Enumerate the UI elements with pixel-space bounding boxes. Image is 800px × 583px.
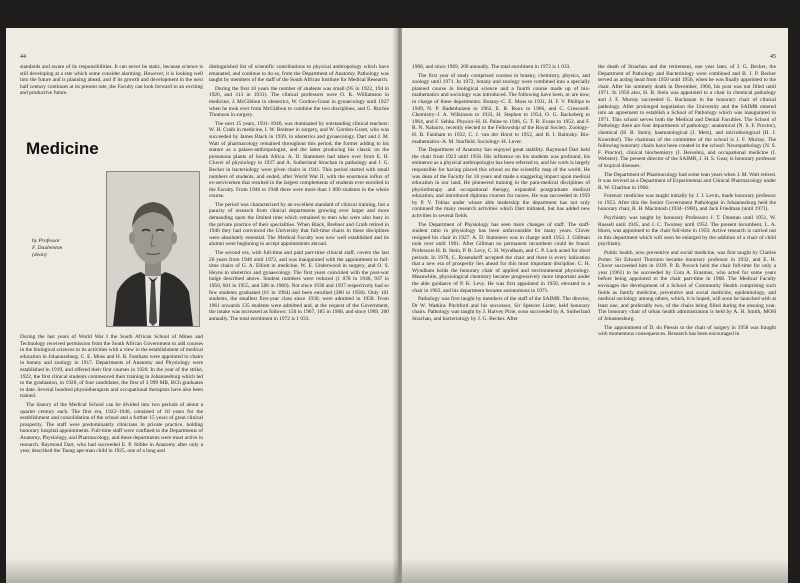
paragraph: The Department of Pharmacology had some lean years when J. M. Watt retired. It was revived as a Department of Experimental and Clinical Pharmacology under R. W. Charlton in 1966. (598, 171, 776, 191)
paragraph: The second era, with full-time and paid part-time clinical staff, covers the last 26 years from 1946 until 1972, and was inaugurated with the appointment to full-time chairs of G. A. Elliott in medicine, W. E. Underwood in surgery, and O. S. Heyns in obstetrics and gynaecology. The first years coincided with the post-war bulge described above. Student numbers were reduced (1 078 in 1946, 937 in 1950, 601 in 1955, and 588 in 1960). Not since 1936 and 1937 respectively had so few students graduated (61 in 1964) and been enrolled (380 in 1958). Only 101 students, the smallest first-year class since 1930, were admitted in 1958. From 1961 onwards 135 students were admitted and, at the request of the Government, the intake was increased as follows: 150 in 1967, 185 in 1968, and since 1969, 200 annually. The total enrolment in 1972 is 1 033. (209, 250, 389, 322)
column-1 (412, 64, 590, 325)
bottom-shadow (402, 558, 788, 583)
left-page (6, 28, 398, 583)
byline-line: F. Daubenton (32, 245, 63, 251)
paragraph: The period was characterized by an excellent standard of clinical training, but a paucity of research from clinical departments growing ever larger and more demanding upon the limited time which remained to men who were also busy in the private practice of their specialities. When Black, Brebner and Craib retired in 1946 they had convinced the University that full-time chairs in these disciplines were absolutely essential. The Medical Faculty was now well established and its alumni were beginning to accept appointments abroad. (209, 201, 389, 248)
column-1-top (20, 64, 203, 99)
column-1-bottom (20, 334, 203, 457)
paragraph: standards and aware of its responsibilities. It can never be static, because science is still developing at a rate which some consider alarming. However, it is looking well into the future and is planning ahead, and if its growth and development in the next half century continues at its present rate, the Faculty can look forward to an exciting and productive future. (20, 64, 203, 97)
paragraph: Public health, now preventive and social medicine, was first taught by Charles Porter. Sir Edward Thornton became honorary professor in 1932, and E. H. Cluver succeeded him in 1939. P. B. Pocock held the chair full-time for only a year (1961) to be succeeded by Cora A. Erasmus, who acted for some years before being appointed to the chair part-time in 1968. The Medical Faculty envisages the development of a School of Community Health comprising such fields as family medicine, preventive and social medicine, epidemiology, and medical sociology among others, which, it is hoped, will soon be launched with at least one, and preferably two, of the chairs being filled during the ensuing year. The honorary chair of urban health administration is held by A. H. Smith, MOH of Johannesburg. (598, 250, 776, 322)
paragraph: The next 15 years, 1931–1946, was dominated by outstanding clinical teachers: W. H. Craib in medicine, I. W. Brebner in surgery, and W. Gordon-Grant, who was succeeded by James Black in 1939, in obstetrics and gynaecology. Dart and J. M. Watt of pharmacology remained throughout this period, the former adding to his stature as a palaeo-anthropologist, and the latter producing his classic on the poisonous plants of South Africa. A. D. Stammers had taken over from E. H. Cluver of physiology in 1927 and A. Sutherland Strachan in pathology and J. G. Becker in bacteriology were given chairs in 1941. This period started with small numbers of students, and ended, after World War II, with the enormous influx of ex-servicemen that resulted in the largest complements of students ever enrolled in the Faculty. From 1946 to 1948 there were more than 1 000 students in the whole course. (209, 120, 389, 200)
paragraph: During the last years of World War I the South African School of Mines and Technology received permission from the South African Government to add courses in the biological sciences to its activities with a view to the establishment of medical education in Johannesburg. C. E. Moss and H. B. Fantham were appointed to chairs in botany and zoology in 1917. Departments of Anatomy and Physiology were established in 1919, and offered their first courses in 1920. In the year of the strike, 1922, the first clinical students commenced their training in Johannesburg which led to the graduation, in 1926, of four candidates, the first of 3 999 MB, BCh graduates to date. Several hundred physiotherapists and occupational therapists have also been trained. (20, 334, 203, 400)
byline-line: by Professor (32, 238, 61, 244)
page-edge-shadow (392, 28, 398, 583)
column-2 (598, 64, 776, 340)
column-2 (209, 64, 389, 325)
paragraph: The Department of Anatomy has enjoyed great stability. Raymond Dart held the chair from 1923 until 1958. His influence on his students was profound, his eminence as a physical anthropologist has been referred to, and his work is largely responsible for having placed this school on the scientific map of the world. He was dean of the Faculty for 18 years and made a staggering impact upon medical education in our land. He pioneered training in the para-medical disciplines of physiotherapy and occupational therapy, expanded postgraduate medical education, and introduced diploma courses for nurses. He was succeeded in 1959 by P. V. Tobias under whose able leadership the department has not only continued the many research activities which Dart initiated, but has added new activities in several fields. (412, 147, 590, 220)
paragraph: Psychiatry was taught by honorary Professors J. T. Dunstan until 1951, W. Russell until 1945, and J. C. Twomey until 1952. The present incumbent, L. A. Hurst, was appointed to the chair full-time in 1959. Active research is carried out in this department which will soon be enlarged by the addition of a chair of child psychiatry. (598, 215, 776, 248)
paragraph: The Department of Physiology has seen more changes of staff. The staff-student ratio in physiology has been unfavourable for many years. Cluver resigned his chair in 1927. A. D. Stammers was in charge until 1952. J. Gillman took over until 1961. After Gillman no permanent incumbent could be found. Professors H. B. Stein, P. R. Levy, C. H. Wyndham, and C. P. Luck acted for short periods. In 1970, C. Rosendorff accepted the chair and there is every indication that a new era of prosperity lies ahead for this most important discipline. C. H. Wyndham holds the honorary chair of applied and environmental physiology. Meanwhile, physiological chemistry became progressively more important under the able guidance of P. K. Levy. He was first appointed in 1950, elevated to a chair in 1963, and his department became autonomous in 1971. (412, 221, 590, 294)
paragraph: The history of the Medical School can be divided into two periods of about a quarter century each. The first era, 1922–1946, consisted of 10 years for the establishment and consolidation of the school and a further 15 years of great clinical prosperity. The staff were predominantly clinicians in private practice, holding honorary hospital appointments. Full-time staff were confined to the Departments of Anatomy, Physiology, and Pharmacology, and these departments were most active in research. Raymond Dart, who had succeeded E. P. Stibbe in Anatomy after only a year, described the Taung ape-man child in 1925, one of a long and (20, 401, 203, 455)
paragraph: the death of Strachan and the retirement, one year later, of J. G. Becker, the Department of Pathology and Bacteriology were combined and B. J. P. Becker served as acting head from 1950 until 1956, when he was finally appointed to the chair. After his untimely death in December, 1966, his post was not filled until 1971. In 1956 also, H. B. Stein was appointed to a chair in chemical pathology and J. F. Murray succeeded G. Buchanan in the honorary chair of clinical pathology. After prolonged negotiation the University and the SAIMR entered into an agreement to establish a School of Pathology which was inaugurated in 1971. This school serves both the Medical and Dental Faculties. The School of Pathology there are four departments of pathology: anatomical (N. S. F. Proctor), chemical (H. B. Stein), haematological (J. Metz), and microbiological (H. J. Koornhof). The chairman of the committee of the school is J. F. Murray. The following honorary chairs have been created in the school: Neuropathology (N. S. F. Proctor), clinical biochemistry (I. Bersohn), and occupational medicine (I. Webster). The present director of the SAIMR, J. H. S. Gear, is honorary professor of tropical diseases. (598, 64, 776, 169)
paragraph: distinguished list of scientific contributions to physical anthropology which have emanated, and continue to do so, from the Department of Anatomy. Pathology was taught by members of the staff of the South African Institute for Medical Research. (209, 64, 389, 84)
paragraph: The first year of study comprised courses in botany, chemistry, physics, and zoology until 1971. In 1972, botany and zoology were combined into a specially planned course in biological science and a fourth course made up of bio-mathematics and sociology was introduced. The following have been, or are now, in charge of these departments: Botany–C. E. Moss to 1931, H. F. V. Phillips to 1949, N. P. Badenhuizen to 1962, E. R. Roux to 1966, and C. Cresswell. Chemistry–J. A. Wilkinson to 1933, H. Stephen to 1954, O. G. Backeberg to 1964, and F. Sebba. Physics–H. H. Paine to 1946, G. T. R. Evans to 1952, and F. R. N. Nabarro, recently elected to the Fellowship of the Royal Society. Zoology–H. B. Fantham to 1932, C. J. van der Horst to 1952, and B. I. Balinsky. Bio-mathematics–A. M. Starfield. Sociology–H. Lever. (412, 72, 590, 145)
paragraph: The appointment of D. du Plessis to the chair of surgery in 1958 was fraught with momentous consequences. Research has been encouraged in (598, 324, 776, 338)
byline (32, 238, 62, 259)
paragraph: Pathology was first taught by members of the staff of the SAIMR. The director, Dr W. Watkins Pitchford and his successor, Sir Spencer Lister, held honorary chairs. Pathology was taught by J. Harvey Pirie, soon succeeded by A. Sutherland Strachan, and bacteriology by J. G. Becker. After (412, 296, 590, 322)
author-portrait (106, 171, 200, 327)
bottom-shadow (6, 558, 398, 583)
byline-line: (dean) (32, 252, 47, 258)
right-page (402, 28, 788, 583)
article-title: Medicine (26, 139, 99, 158)
portrait-illustration (107, 172, 199, 326)
paragraph: 1968, and since 1969, 200 annually. The total enrolment in 1972 is 1 033. (412, 64, 571, 70)
paragraph: During the first 10 years the number of students was small (95 in 1922, 194 in 1926, and 313 in 1931). The clinical professors were O. K. Williamson in medicine, J. McGibbon in obstetrics, W. Gordon-Grant in gynaecology until 1927 when he took over from McGibbon to combine the two disciplines, and G. Ritchie Thomson in surgery. (209, 85, 389, 119)
page-number: 44 (20, 54, 26, 60)
page-number: 45 (770, 54, 776, 60)
paragraph: Forensic medicine was taught initially by J. J. Levin, made honorary professor in 1953. After this the Senior Government Pathologist in Johannesburg held the honorary chair, R. H. Macintosh (1934–1960), and Jack Friedman (until 1971). (598, 193, 776, 213)
